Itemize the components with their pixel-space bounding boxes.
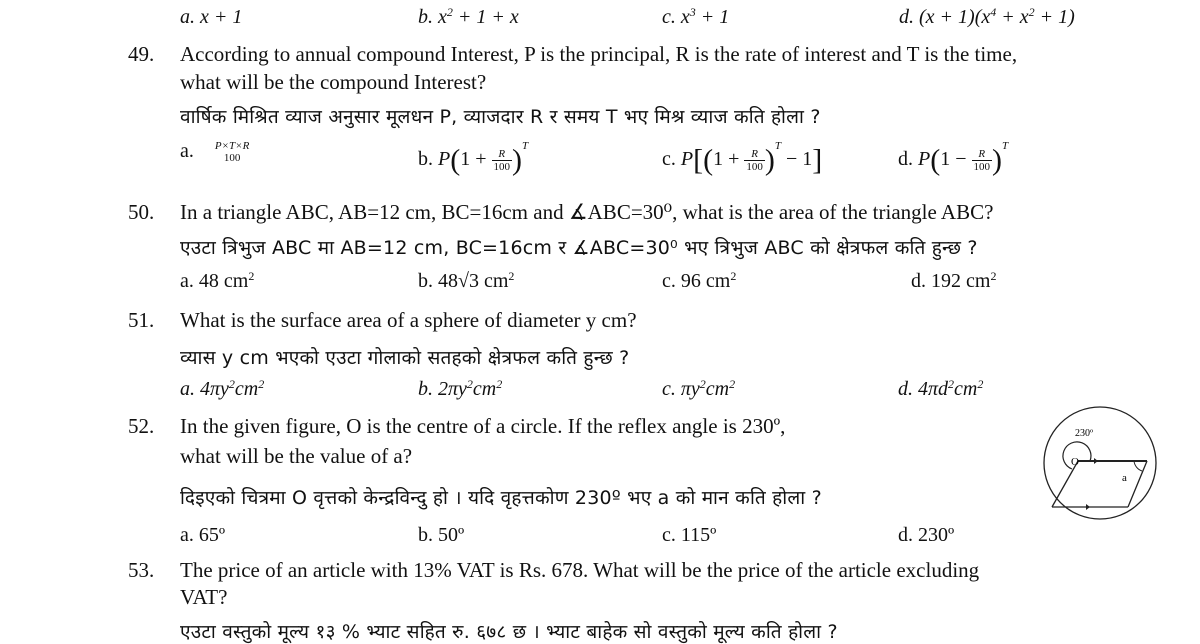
option-b: b. P(1 + $\frac{R}{100}$ )$^T$: [418, 140, 529, 177]
q48-option-a: a. x + 1: [180, 6, 243, 28]
angle-var-label: a: [1122, 472, 1127, 484]
question-text-english-cont: what will be the value of a?: [180, 444, 413, 468]
option-a: a. $4\pi y^2cm^2$: [180, 376, 265, 400]
question-text-english: The price of an article with 13% VAT is Rs. 678. What will be the price of the article excluding: [180, 558, 980, 582]
question-number: 52.: [128, 414, 155, 438]
question-number: 50.: [128, 200, 155, 224]
option-d: d. 192 $cm^2$: [911, 268, 997, 292]
question-text-english: According to annual compound Interest, P is the principal, R is the rate of interest and T is the time,: [180, 42, 1018, 66]
option-a: a. 65º: [180, 524, 226, 546]
question-text-nepali: दिइएको चित्रमा O वृत्तको केन्द्रविन्दु हो । यदि वृहत्तकोण 230º भए a को मान कति होला ?: [180, 487, 822, 509]
option-c: c. 96 $cm^2$: [662, 268, 737, 292]
question-text-english: In the given figure, O is the centre of a circle. If the reflex angle is 230º,: [180, 414, 786, 438]
question-text-nepali: व्यास y cm भएको एउटा गोलाको सतहको क्षेत्रफल कति हुन्छ ?: [180, 347, 630, 369]
option-d: d. 230º: [898, 524, 955, 546]
option-c: c. P[(1 + $\frac{R}{100}$ )$^T$ − 1]: [662, 140, 823, 177]
question-text-nepali: वार्षिक मिश्रित व्याज अनुसार मूलधन P, व्याजदार R र समय T भए मिश्र व्याज कति होला ?: [180, 106, 821, 128]
question-text-english-cont: VAT?: [180, 585, 228, 609]
option-d: d. $4\pi d^2cm^2$: [898, 376, 984, 400]
option-b: b. 50º: [418, 524, 465, 546]
option-b: b. $2\pi y^2cm^2$: [418, 376, 503, 400]
question-number: 49.: [128, 42, 155, 66]
option-c: c. 115º: [662, 524, 717, 546]
option-c: c. $\pi y^2cm^2$: [662, 376, 736, 400]
q48-option-c: c. $x^3 + 1$: [662, 4, 730, 28]
angle-label: 230º: [1075, 428, 1094, 439]
question-number: 51.: [128, 308, 155, 332]
question-text-nepali: एउटा वस्तुको मूल्य १३ % भ्याट सहित रु. ६७८ छ । भ्याट बाहेक सो वस्तुको मूल्य कति होला ?: [180, 621, 838, 643]
question-text-english: In a triangle ABC, AB=12 cm, BC=16cm and ∡ABC=30⁰, what is the area of the triangle ABC?: [180, 200, 994, 224]
question-text-english-cont: what will be the compound Interest?: [180, 70, 487, 94]
question-text-nepali: एउटा त्रिभुज ABC मा AB=12 cm, BC=16cm र ∡ABC=30⁰ भए त्रिभुज ABC को क्षेत्रफल कति हुन्छ ?: [180, 237, 978, 259]
option-d: d. P(1 − $\frac{R}{100}$ )$^T$: [898, 140, 1009, 177]
question-text-english: What is the surface area of a sphere of diameter y cm?: [180, 308, 637, 332]
option-a: a. 48 $cm^2$: [180, 268, 255, 292]
question-number: 53.: [128, 558, 155, 582]
q48-option-b: b. $x^2 + 1 + x$: [418, 4, 519, 28]
option-a: a. P×T×R 100: [180, 140, 250, 165]
center-label: O: [1071, 456, 1079, 468]
q48-option-d: d. $(x + 1)(x^4 + x^2 + 1)$: [899, 4, 1075, 28]
circle-figure: [1030, 403, 1170, 523]
option-b: b. 48√3 $cm^2$: [418, 268, 515, 292]
